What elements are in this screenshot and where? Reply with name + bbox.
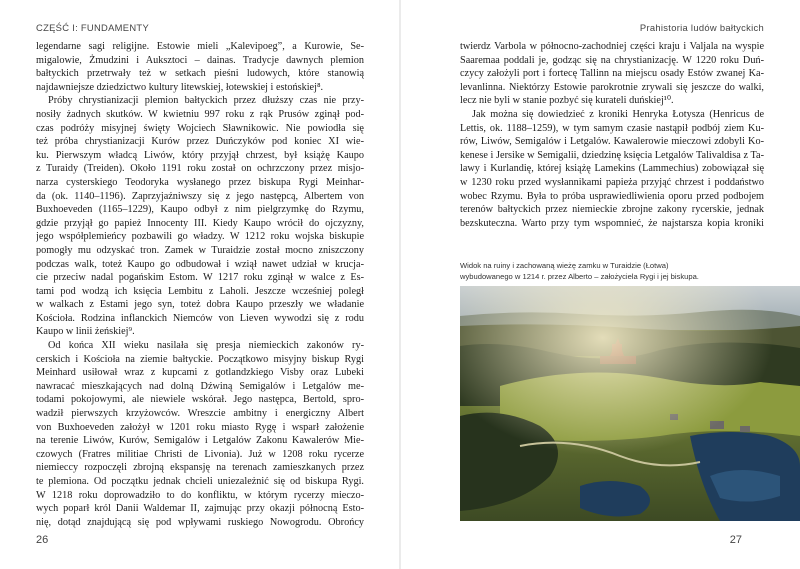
text-line: z Turaidy (Treiden). Około 1191 roku został on ochrzczony przez misjo- [36,163,364,175]
text-line: czas podróży misyjnej święty Wojciech Sławnikowic. Nie powiodła się [36,122,364,134]
text-line: tami pod wodzą ich księcia Lembitu z Laholi. Jeszcze wcześniej poległ [36,285,364,297]
text-line: twierdz Varbola w północno-zachodniej części kraju i Valjala na wyspie [460,41,764,52]
aerial-landscape-image [460,286,800,521]
text-line: Kaupo w linii żeńskiej⁹. [36,326,135,338]
text-line: Buxhoeveden (1165–1229), Kaupo odbył z nim pielgrzymkę do Rzymu, [36,204,364,216]
caption-line: wybudowanego w 1214 r. przez Alberto – założyciela Rygi i jej biskupa. [460,271,699,281]
right-page [400,0,800,569]
text-line: niemieccy rozpoczęli zbrojną ekspansję na terenach zamieszkanych przez [36,462,364,474]
text-line: wobec Rzymu. Była to próba usprawiedliwienia oporu przed podbojem [460,190,764,202]
running-head-left: CZĘŚĆ I: FUNDAMENTY [36,22,149,33]
caption-line: Widok na ruiny i zachowaną wieżę zamku w Turaidzie (Łotwa) [460,261,669,270]
text-line: te plemiona. Od początku jednak chcieli uniezależnić się od biskupa Rygi. [36,476,364,487]
page-number-left: 26 [36,534,49,546]
text-line: nawracać mieszkających nad dolną Dźwiną Semigalów i Letgalów me- [36,380,364,392]
page-number-right: 27 [729,534,742,546]
photo-caption [460,261,760,283]
text-line: W 1218 roku doprowadziło to do konfliktu, w którym rycerzy mieczo- [36,489,364,501]
text-line: jego współplemieńcy pozbawili go władzy. W 1212 roku wojska biskupie [36,231,364,243]
text-line: czycy założyli port i fortecę Tallinn na miejscu osady Estów zwanej Ka- [460,68,764,80]
running-head-right: Prahistoria ludów bałtyckich [639,22,764,33]
turaida-castle-photo [460,286,800,521]
text-line: podczas walk, toteż Kaupo go odbudował i wziął nawet udział w krucja- [36,258,364,270]
text-line: bałtyckich przetrwały też w setkach pieśni ludowych, które stanowią [36,68,364,80]
text-line: narza cysterskiego Teodoryka wysłanego przez biskupa Rygi Meinhar- [36,176,364,188]
text-line: kenese i Jersike w Semigalii, dziedzinę księcia Letgalów Talivaldisa z Ta- [460,149,764,161]
text-line: czowych (Fratres militiae Christi de Livonia). Już w 1208 roku rycerze [36,448,364,460]
text-line: gdzie przyjął go papież Innocenty III. Kiedy Kaupo wrócił do ojczyzny, [36,217,364,229]
text-line: Próby chrystianizacji plemion bałtyckich przez dłuższy czas nie przy- [48,95,364,107]
text-line: rów, Liwów, Semigalów i Letgalów. Kawalerowie mieczowi zdobyli Ko- [460,136,764,148]
right-body-text [460,40,764,230]
text-line: legendarne sagi religijne. Estowie mieli „Kalevipoeg”, a Kurowie, Se- [36,41,364,52]
text-line: terenów bałtyckich przez niemieckie zbrojne zakony rycerskie, jednak [460,204,764,216]
left-body-text [36,40,364,529]
text-line: da (ok. 1140–1196). Zaprzyjaźniwszy się z jego następcą, Albertem von [36,190,364,202]
text-line: Saaremaa poddali je, godząc się na chrystianizację. W 1220 roku Duń- [460,54,764,66]
text-line: wych poparł król Danii Waldemar II, zajmując przy okazji północną Esto- [36,503,364,515]
text-line: lecz nie byli w stanie pozbyć się kurateli duńskiej¹⁰. [460,95,674,107]
text-line: też próba chrystianizacji Kurów przez Duńczyków pod koniec XI wie- [36,136,364,148]
text-line: Od końca XII wieku nasilała się presja niemieckich zakonów ry- [48,340,364,352]
text-line: levanlinna. Niektórzy Estowie parokrotnie zrywali się jeszcze do walki, [460,81,764,93]
text-line: wadził pierwszych krzyżowców. Wreszcie ambitny i energiczny Albert [36,408,364,420]
text-line: ku. Pierwszym władcą Liwów, który przyjął chrzest, był książę Kaupo [36,149,364,161]
text-line: migalowie, Żmudzini i Auksztoci – dainas. Tradycje dawnych plemion [36,54,364,66]
text-line: cie przeciw nadal pogańskim Estom. W 1217 roku zginął w walce z Es- [36,272,364,284]
sun-glow [460,286,800,521]
text-line: Jak można się dowiedzieć z kroniki Henryka Łotysza (Henricus de [472,108,764,120]
text-line: pomogły mu odzyskać tron. Zamek w Turaidzie został mocno zniszczony [36,244,364,256]
text-line: nosiły żadnych skutków. W kwietniu 997 roku z rąk Prusów zginął pod- [36,108,364,120]
text-line: bezskuteczna. Warto przy tym wspomnieć, że najstarsza kopia kroniki [460,217,764,229]
text-line: na terenie Liwów, Kurów, Semigalów i Letgalów Zakonu Kawalerów Mie- [36,435,364,447]
text-line: von Buxhoeveden założył w 1201 roku miasto Rygę i wsparł założenie [36,421,364,433]
text-line: Meinhard usiłował wraz z kupcami z gotlandzkiego Visby oraz Lubeki [36,367,364,379]
text-line: w 1230 roku przed wysłannikami papieża przyjąć chrzest i poddaństwo [460,176,764,188]
text-line: Kościoła. Rodzina inflanckich Niemców von Lieven wywodzi się z rodu [36,312,364,324]
text-line: todami pokojowymi, ale niewiele wskórał. Jego następca, Bertold, spro- [36,394,364,406]
text-line: nię, dotąd znajdującą się pod wpływami ruskiego Nowogrodu. Obrońcy [36,516,364,528]
text-line: najdawniejsze dziedzictwo kultury litewskiej, łotewskiej i estońskiej⁸. [36,81,324,93]
text-line: Lettis, ok. 1188–1259), w tym samym czasie nastąpił podbój ziem Ku- [460,122,764,134]
text-line: lawy i Kurlandię, której książę Lamekins (Lammechius) zobowiązał się [460,163,764,175]
text-line: w walkach z Estami jego syn, toteż dobra Kaupo przeszły we władanie [36,299,364,311]
text-line: cerskich i Kościoła na ziemie bałtyckie. Początkowo misyjny biskup Rygi [36,353,364,365]
